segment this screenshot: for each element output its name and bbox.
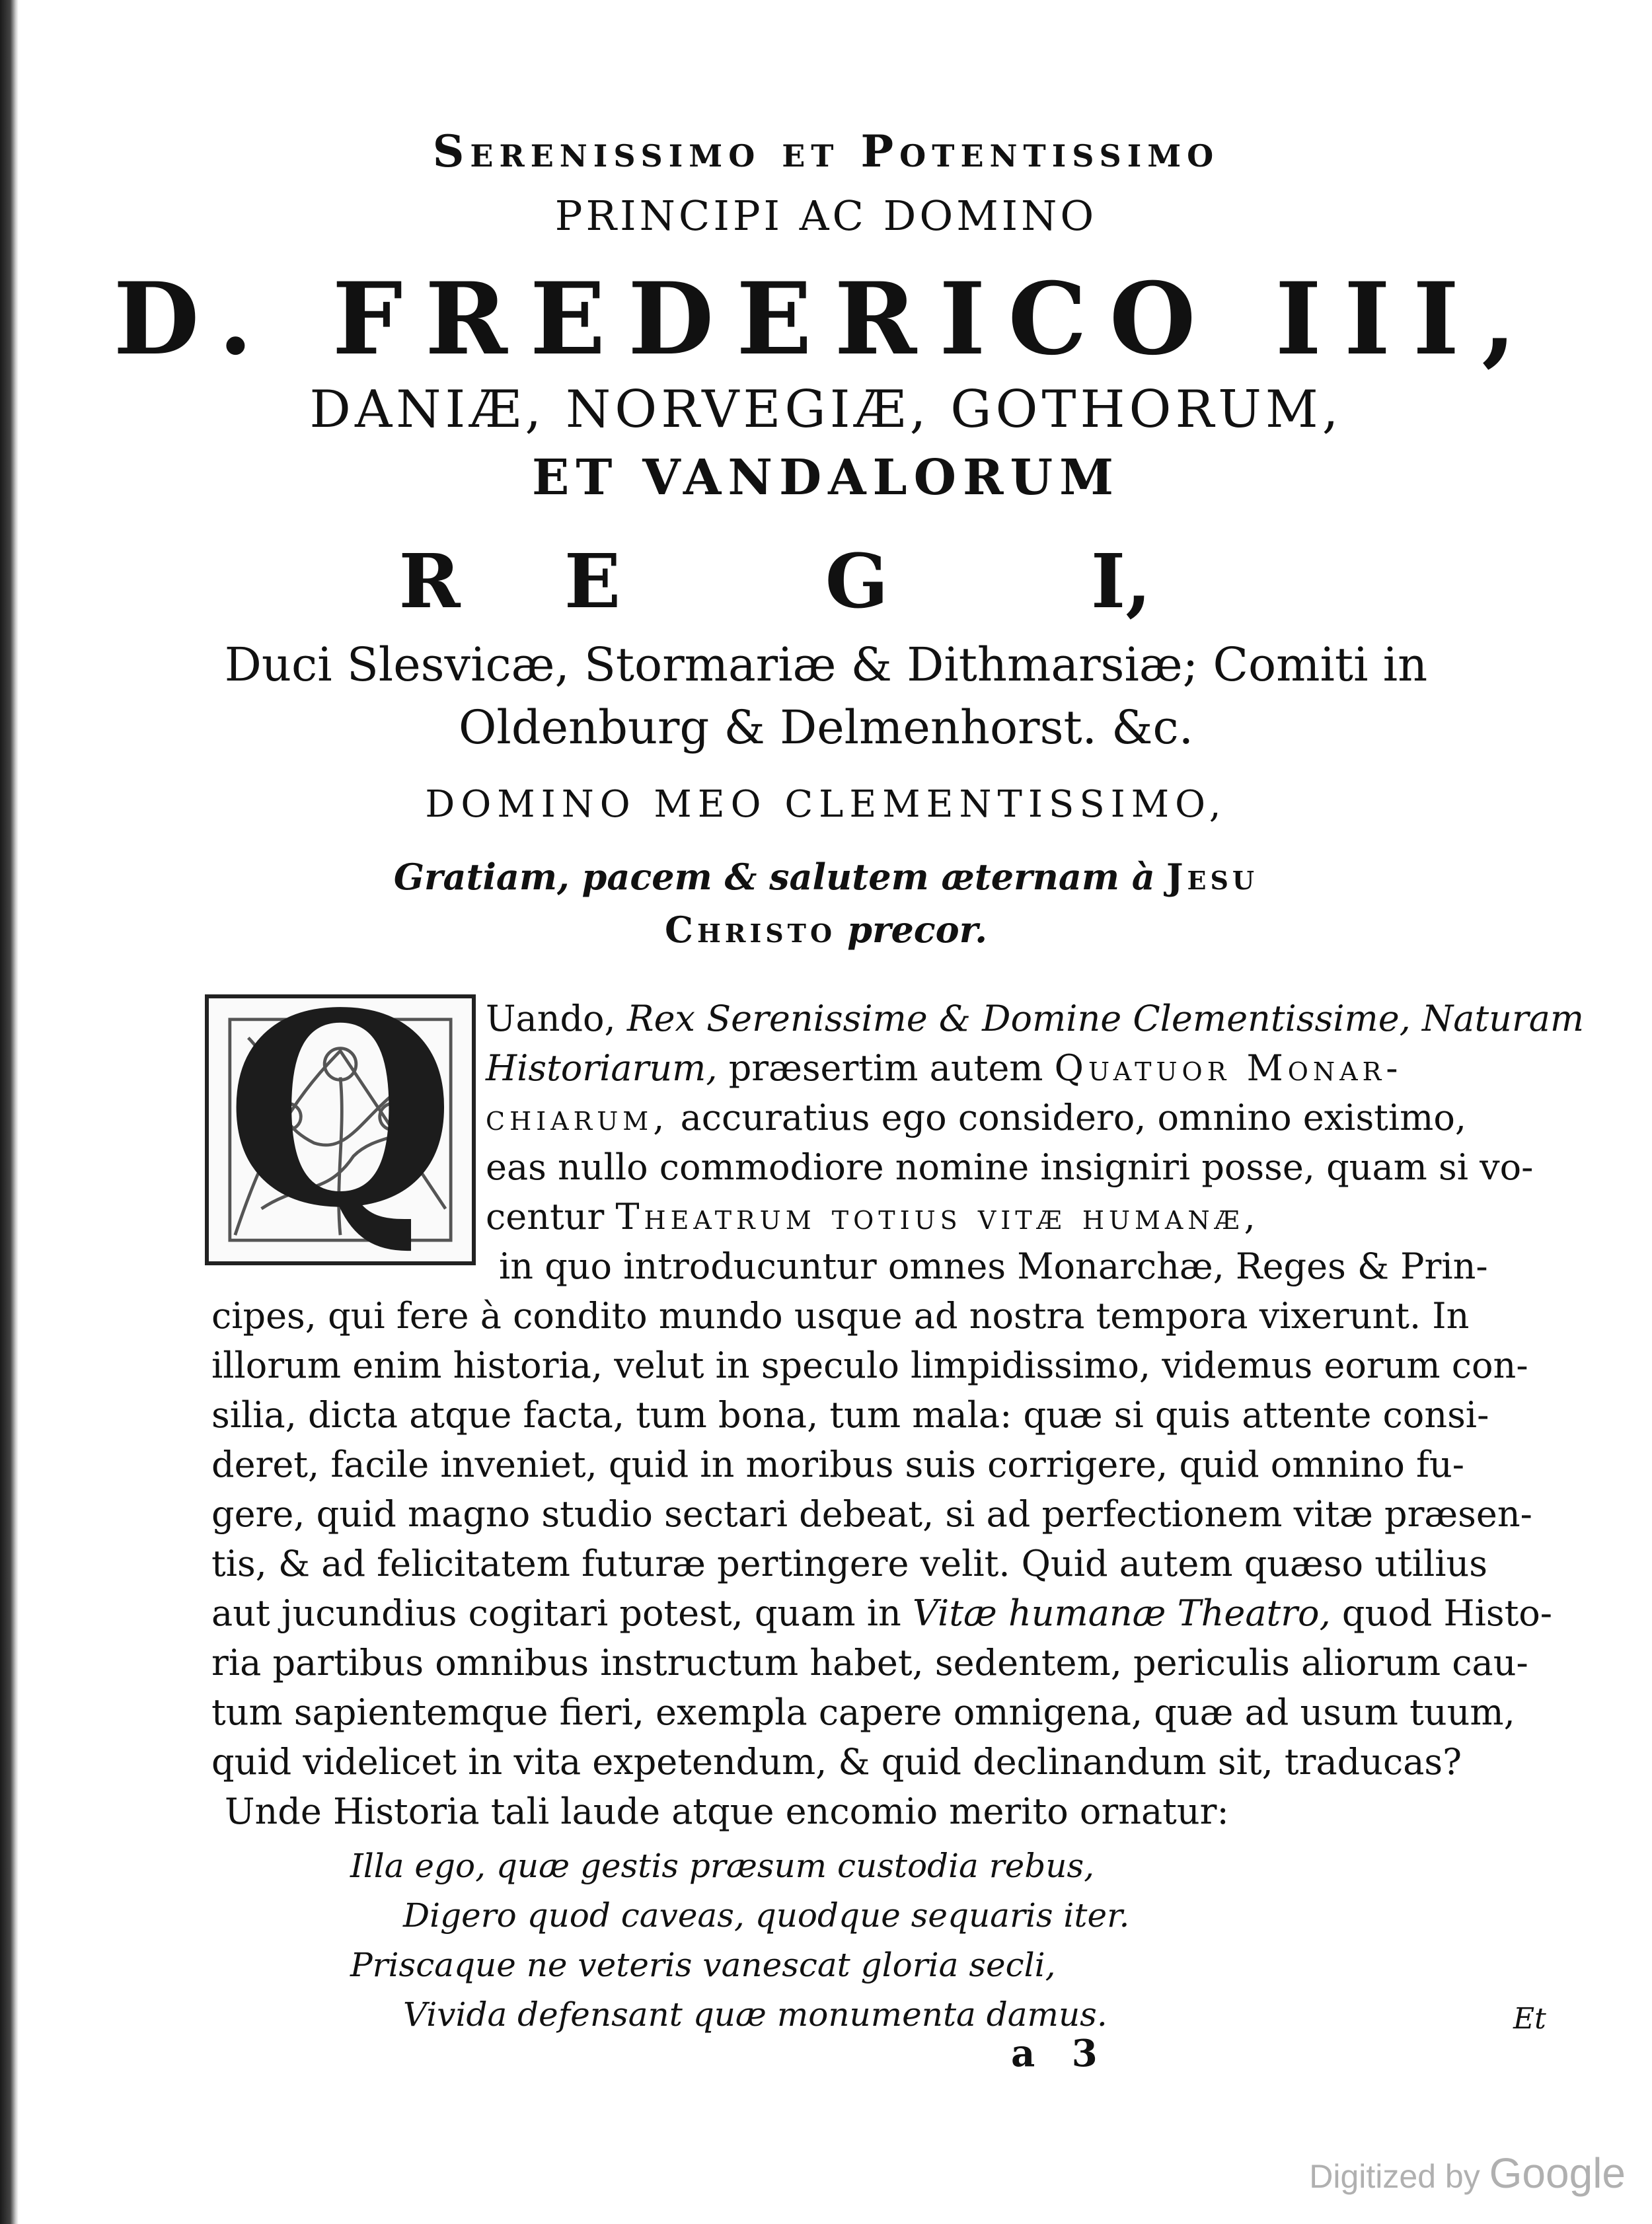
text-italic: Vitæ humanæ Theatro, <box>913 1592 1331 1634</box>
text-line: in quo introducuntur omnes Monarchæ, Reges & Prin- <box>499 1245 1488 1287</box>
text-line: quid videlicet in vita expetendum, & quid declinandum sit, traducas? <box>211 1741 1462 1783</box>
text-line: silia, dicta atque facta, tum bona, tum mala: quæ si quis attente consi- <box>211 1394 1489 1436</box>
heading-titles-1: Duci Slesvicæ, Stormariæ & Dithmarsiæ; Comiti in <box>224 638 1428 692</box>
text-line <box>486 998 1585 1039</box>
regi-letter: I, <box>1090 538 1152 625</box>
greeting-line-1 <box>0 856 1652 898</box>
regi-letter: G <box>825 538 889 625</box>
verse-line: Vivida defensant quæ monumenta damus. <box>403 1995 1108 2034</box>
catchword: Et <box>1513 2002 1546 2036</box>
initial-letter: Q <box>225 955 456 1266</box>
text: centur <box>486 1196 605 1238</box>
text-line <box>211 1592 1553 1634</box>
verse-line: Priscaque ne veteris vanescat gloria secli, <box>350 1946 1056 1984</box>
text-line <box>486 1047 1403 1089</box>
heading-domino: DOMINO MEO CLEMENTISSIMO, <box>425 783 1227 826</box>
text-italic: Rex Serenissime & Domine Clementissime, <box>626 998 1411 1039</box>
text-line: illorum enim historia, velut in speculo limpidissimo, videmus eorum con- <box>211 1345 1528 1386</box>
regi-letter: E <box>564 538 621 625</box>
text-italic: Historiarum, <box>486 1047 718 1089</box>
regi-letter: R <box>398 538 461 625</box>
heading-name: D. FREDERICO III, <box>113 261 1539 377</box>
text-small-caps: Theatrum totius vitæ humanæ, <box>615 1196 1260 1238</box>
greeting-line-2 <box>0 908 1652 951</box>
verse-line: Illa ego, quæ gestis præsum custodia rebus, <box>350 1847 1095 1885</box>
text: quod Histo- <box>1341 1592 1553 1634</box>
heading-line-1: Serenissimo et Potentissimo <box>432 126 1220 177</box>
text-line: Unde Historia tali laude atque encomio merito ornatur: <box>225 1791 1229 1832</box>
text-line: tis, & ad felicitatem futuræ pertingere velit. Quid autem quæso utilius <box>211 1543 1487 1584</box>
heading-vandalorum: ET VANDALORUM <box>532 449 1120 506</box>
text-line <box>486 1196 1260 1238</box>
text-line <box>486 1097 1467 1138</box>
text-small-caps: Quatuor Monar- <box>1054 1047 1403 1089</box>
watermark-prefix: Digitized by <box>1309 2158 1480 2195</box>
text: præsertim autem <box>728 1047 1043 1089</box>
heading-line-2: PRINCIPI AC DOMINO <box>554 192 1098 240</box>
google-watermark <box>1309 2149 1626 2198</box>
greeting-christo: Christo <box>665 908 837 951</box>
greeting-text: Gratiam, pacem & salutem æternam à <box>393 856 1155 898</box>
heading-titles-2: Oldenburg & Delmenhorst. &c. <box>459 700 1193 755</box>
text-line: ria partibus omnibus instructum habet, sedentem, periculis aliorum cau- <box>211 1642 1528 1684</box>
text-line: cipes, qui fere à condito mundo usque ad nostra tempora vixerunt. In <box>211 1295 1470 1337</box>
decorated-initial <box>205 955 476 1266</box>
text-line: eas nullo commodiore nomine insigniri posse, quam si vo- <box>486 1146 1534 1188</box>
text-line: gere, quid magno studio sectari debeat, si ad perfectionem vitæ præsen- <box>211 1493 1532 1535</box>
verse-line: Digero quod caveas, quodque sequaris iter. <box>403 1896 1130 1935</box>
text-italic: Naturam <box>1422 998 1585 1039</box>
signature-mark: a 3 <box>1011 2032 1109 2075</box>
text: Uando, <box>486 998 616 1039</box>
text: aut jucundius cogitari potest, quam in <box>211 1592 901 1634</box>
text-line: tum sapientemque fieri, exempla capere omnigena, quæ ad usum tuum, <box>211 1691 1515 1733</box>
text-line: deret, facile inveniet, quid in moribus suis corrigere, quid omnino fu- <box>211 1444 1465 1485</box>
watermark-brand: Google <box>1489 2149 1626 2197</box>
text-small-caps: chiarum, <box>486 1097 669 1138</box>
greeting-jesu: Jesu <box>1166 856 1259 898</box>
heading-kingdoms: DANIÆ, NORVEGIÆ, GOTHORUM, <box>309 380 1343 439</box>
greeting-precor: precor. <box>847 908 987 951</box>
heading-regi <box>0 538 1652 625</box>
text: accuratius ego considero, omnino existimo, <box>680 1097 1467 1138</box>
